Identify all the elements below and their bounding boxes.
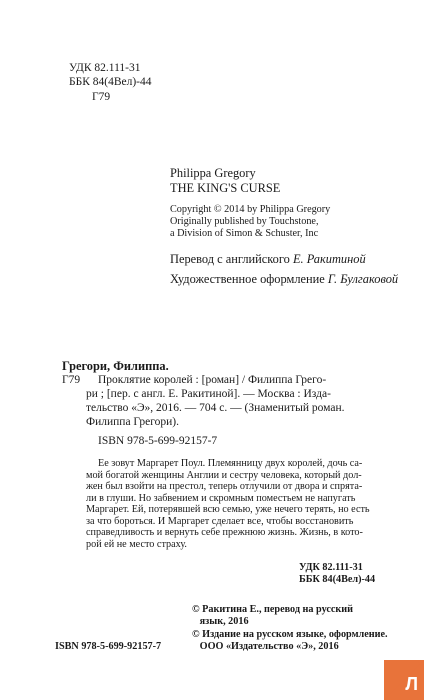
bbk-bottom: ББК 84(4Вел)-44: [299, 574, 376, 585]
annotation-line: за что бороться. И Маргарет сделает все, чтобы восстановить: [86, 515, 354, 527]
rights-line: ООО «Издательство «Э», 2016: [192, 641, 339, 652]
logo-letter: Л: [405, 674, 418, 694]
isbn-bottom: ISBN 978-5-699-92157-7: [55, 641, 162, 652]
original-author: Philippa Gregory: [170, 166, 256, 180]
catalog-code: Г79: [62, 374, 81, 386]
author-code-header: Г79: [92, 91, 111, 103]
catalog-author-heading: Грегори, Филиппа.: [62, 359, 169, 373]
catalog-line: тельство «Э», 2016. — 704 с. — (Знаменитый роман.: [86, 402, 345, 414]
rights-line: язык, 2016: [192, 616, 249, 627]
catalog-line: ри ; [пер. с англ. Е. Ракитиной]. — Москва : Изда-: [86, 388, 331, 400]
copyright-line: Copyright © 2014 by Philippa Gregory: [170, 204, 331, 215]
udk-header: УДК 82.111-31: [69, 62, 141, 74]
annotation-line: справедливость и вернуть себе прежнюю жизнь. Жизнь, в кото-: [86, 527, 363, 538]
catalog-line: Проклятие королей : [роман] / Филиппа Грего-: [98, 374, 327, 386]
rights-line: © Издание на русском языке, оформление.: [192, 629, 388, 640]
rights-line: © Ракитина Е., перевод на русский: [192, 604, 354, 615]
bbk-header: ББК 84(4Вел)-44: [69, 76, 152, 88]
annotation-line: Маргарет. Ей, потерявшей всю семью, уже нечего терять, но есть: [86, 504, 370, 515]
annotation-line: мой богатой женщины Англии и сестру человека, который дол-: [86, 469, 362, 481]
annotation-line: Ее зовут Маргарет Поул. Племянницу двух королей, дочь са-: [98, 458, 363, 469]
translation-credit: [170, 252, 366, 266]
annotation-line: ли в глуши. Но забвением и скромным поместьем не напугать: [86, 492, 356, 504]
catalog-isbn: ISBN 978-5-699-92157-7: [98, 435, 218, 447]
copyright-line: Originally published by Touchstone,: [170, 216, 319, 227]
translation-prefix: Перевод с английского: [170, 252, 293, 266]
art-prefix: Художественное оформление: [170, 272, 328, 286]
catalog-line: Филиппа Грегори).: [86, 416, 179, 428]
art-credit: [170, 272, 398, 286]
original-title: THE KING'S CURSE: [170, 181, 281, 195]
annotation-line: жен был взойти на престол, теперь отлучили от двора и спрята-: [86, 481, 363, 492]
annotation-line: рой ей не место страху.: [86, 538, 187, 550]
udk-bottom: УДК 82.111-31: [299, 562, 363, 573]
artist-name: Г. Булгаковой: [327, 272, 399, 286]
publisher-logo: [384, 660, 424, 700]
copyright-line: a Division of Simon & Schuster, Inc: [170, 228, 319, 239]
translator-name: Е. Ракитиной: [292, 252, 366, 266]
